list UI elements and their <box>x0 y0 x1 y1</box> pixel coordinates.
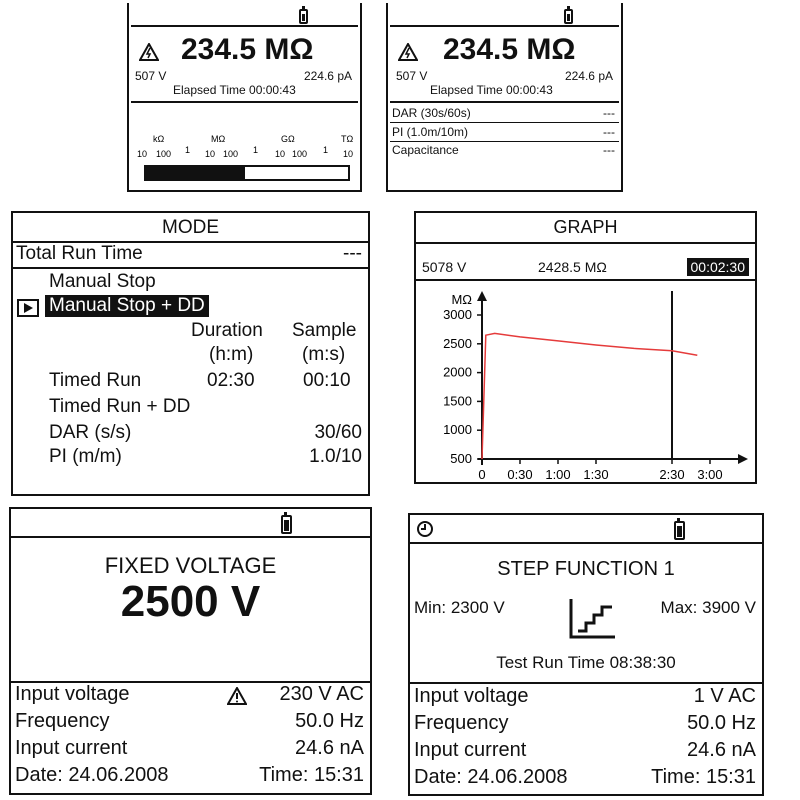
scale-tick: 10 <box>343 149 354 159</box>
y-tick-label: 1500 <box>443 393 472 409</box>
input-voltage-value: 230 V AC <box>279 683 364 705</box>
dar-setting: 30/60 <box>314 422 362 443</box>
resistance-time-chart <box>416 281 755 482</box>
unit-kohm: kΩ <box>153 134 165 144</box>
resistance-value: 234.5 MΩ <box>181 33 314 66</box>
dar-label: DAR (30s/60s) <box>392 106 471 120</box>
mode-menu-screen <box>11 211 370 496</box>
scale-tick: 100 <box>156 149 172 159</box>
date-readout: Date: 24.06.2008 <box>15 764 169 786</box>
menu-item-timed-run[interactable]: Timed Run <box>49 370 142 391</box>
resistance-value: 234.5 MΩ <box>443 33 576 66</box>
time-readout: Time: 15:31 <box>259 764 364 786</box>
voltage-reading: 507 V <box>135 69 167 83</box>
high-voltage-warning-icon <box>139 43 159 61</box>
max-voltage: Max: 3900 V <box>660 598 756 617</box>
resistance-index-screen <box>386 3 623 192</box>
test-run-time: Test Run Time 08:38:30 <box>496 653 676 672</box>
pi-label: PI (1.0m/10m) <box>392 125 469 139</box>
scale-tick: 10 <box>137 149 148 159</box>
input-current-value: 24.6 nA <box>687 739 756 761</box>
elapsed-time: Elapsed Time 00:00:43 <box>430 83 553 97</box>
sample-header: Sample <box>292 320 357 341</box>
pi-value: --- <box>603 125 615 139</box>
input-current-label: Input current <box>414 739 527 761</box>
scale-tick: 1 <box>323 145 329 155</box>
unit-gohm: GΩ <box>281 134 295 144</box>
x-tick-label: 3:00 <box>697 467 723 482</box>
scale-tick: 100 <box>223 149 239 159</box>
menu-item-pi[interactable]: PI (m/m) <box>49 446 122 467</box>
scale-tick: 10 <box>205 149 216 159</box>
x-tick-label: 1:30 <box>583 467 609 482</box>
graph-voltage: 5078 V <box>422 259 467 275</box>
scale-tick: 1 <box>253 145 259 155</box>
current-reading: 224.6 pA <box>303 69 352 83</box>
current-reading: 224.6 pA <box>564 69 613 83</box>
frequency-value: 50.0 Hz <box>687 712 756 734</box>
battery-icon <box>564 9 573 24</box>
y-axis-label: MΩ <box>451 292 472 307</box>
fixed-voltage-value: 2500 V <box>120 577 261 626</box>
frequency-label: Frequency <box>414 712 509 734</box>
battery-icon <box>299 9 308 24</box>
duration-unit: (h:m) <box>209 344 254 365</box>
menu-item-dar[interactable]: DAR (s/s) <box>49 422 132 443</box>
y-tick-label: 2000 <box>443 364 472 380</box>
unit-tohm: TΩ <box>341 134 354 144</box>
unit-mohm: MΩ <box>211 134 226 144</box>
duration-header: Duration <box>191 320 263 341</box>
input-current-label: Input current <box>15 737 128 759</box>
menu-item-manual-stop[interactable]: Manual Stop <box>49 271 156 292</box>
input-current-value: 24.6 nA <box>295 737 364 759</box>
total-run-label: Total Run Time <box>16 243 143 264</box>
capacitance-value: --- <box>603 143 615 157</box>
input-voltage-value: 1 V AC <box>693 685 756 707</box>
mode-title: MODE <box>162 217 219 238</box>
resistance-series-line <box>482 333 697 459</box>
mode-title: FIXED VOLTAGE <box>104 553 277 578</box>
high-voltage-warning-icon <box>398 43 418 61</box>
y-tick-label: 500 <box>450 451 472 466</box>
battery-icon <box>674 521 685 540</box>
total-run-value: --- <box>343 243 362 264</box>
menu-item-manual-stop-dd[interactable]: Manual Stop + DD <box>45 295 209 317</box>
y-axis-arrow <box>477 291 487 301</box>
fixed-voltage-screen <box>9 507 372 795</box>
voltage-reading: 507 V <box>396 69 428 83</box>
menu-item-timed-run-dd[interactable]: Timed Run + DD <box>49 396 191 417</box>
y-tick-label: 1000 <box>443 422 472 438</box>
pi-setting: 1.0/10 <box>309 446 362 467</box>
input-voltage-label: Input voltage <box>15 683 130 705</box>
date-readout: Date: 24.06.2008 <box>414 766 568 788</box>
scale-tick: 10 <box>275 149 286 159</box>
resistance-bargraph-screen <box>127 3 362 192</box>
graph-title: GRAPH <box>553 217 618 237</box>
timed-run-sample: 00:10 <box>303 370 351 391</box>
sample-unit: (m:s) <box>302 344 346 365</box>
dar-value: --- <box>603 106 615 120</box>
frequency-label: Frequency <box>15 710 110 732</box>
range-bargraph <box>129 131 360 187</box>
battery-icon <box>281 515 292 534</box>
staircase-step-icon <box>568 597 618 641</box>
graph-resistance: 2428.5 MΩ <box>538 259 607 275</box>
scale-tick: 100 <box>292 149 308 159</box>
x-tick-label: 1:00 <box>545 467 571 482</box>
y-tick-label: 3000 <box>443 307 472 322</box>
mode-title: STEP FUNCTION 1 <box>497 558 675 580</box>
step-function-screen <box>408 513 764 796</box>
x-tick-label: 2:30 <box>659 467 685 482</box>
x-axis-arrow <box>738 454 748 464</box>
input-voltage-label: Input voltage <box>414 685 529 707</box>
min-voltage: Min: 2300 V <box>414 598 505 617</box>
frequency-value: 50.0 Hz <box>295 710 364 732</box>
x-tick-label: 0 <box>478 467 486 482</box>
graph-elapsed-time: 00:02:30 <box>687 258 750 276</box>
elapsed-time: Elapsed Time 00:00:43 <box>173 83 296 97</box>
capacitance-label: Capacitance <box>392 143 459 157</box>
bargraph-fill <box>145 166 245 180</box>
selection-arrow-icon <box>17 299 39 317</box>
y-tick-label: 2500 <box>443 335 472 351</box>
scale-tick: 1 <box>185 145 191 155</box>
timed-run-duration: 02:30 <box>207 370 255 391</box>
warning-icon <box>227 687 247 705</box>
graph-screen <box>414 211 757 484</box>
time-readout: Time: 15:31 <box>651 766 756 788</box>
x-tick-label: 0:30 <box>507 467 533 482</box>
clock-icon <box>416 520 434 538</box>
